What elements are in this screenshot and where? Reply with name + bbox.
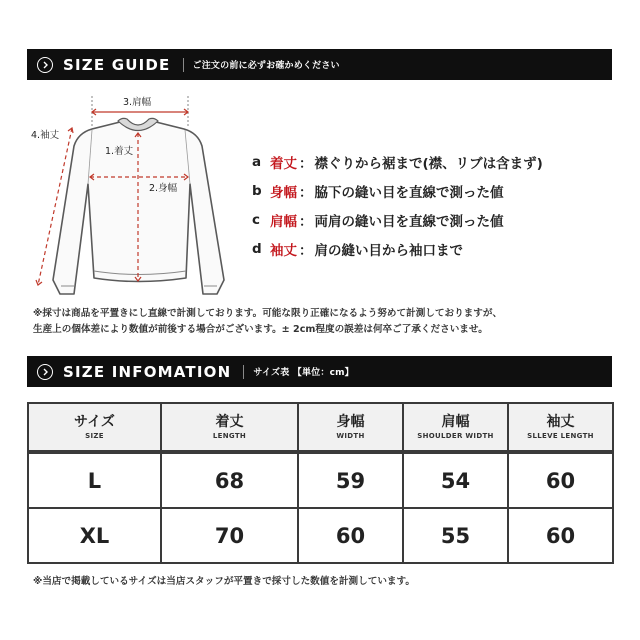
measurement-note-line-2: 生産上の個体差により数値が前後する場合がございます。± 2cm程度の誤差は何卒ご了承くださいませ。 — [33, 324, 488, 335]
size-info-title: SIZE INFOMATION — [63, 362, 232, 381]
table-cell-length: 70 — [161, 508, 298, 563]
size-guide-header — [27, 49, 612, 80]
legend-description: 襟ぐりから裾まで(襟、リブは含まず) — [314, 155, 543, 172]
legend-term: 袖丈 — [270, 242, 297, 259]
column-header-jp: 肩幅 — [441, 413, 470, 430]
legend-letter: a — [252, 153, 262, 170]
table-cell-size: XL — [28, 508, 161, 563]
legend-term: 肩幅 — [270, 213, 297, 230]
column-header-jp: サイズ — [74, 413, 115, 430]
column-header-jp: 袖丈 — [546, 413, 575, 430]
legend-item-shoulder — [252, 205, 543, 234]
length-label: 1.着丈 — [105, 146, 134, 157]
shoulder-label: 3.肩幅 — [123, 97, 152, 108]
legend-description: 両肩の縫い目を直線で測った値 — [314, 213, 504, 230]
table-cell-length: 68 — [161, 452, 298, 508]
legend-term: 着丈 — [270, 155, 297, 172]
legend-colon: ： — [299, 213, 313, 230]
legend-description: 脇下の縫い目を直線で測った値 — [314, 184, 504, 201]
legend-letter: c — [252, 211, 261, 228]
footnote: ※当店で掲載しているサイズは当店スタッフが平置きで採寸した数値を計測しています。 — [33, 576, 415, 587]
measurement-legend — [252, 147, 543, 263]
sleeve-label: 4.袖丈 — [31, 130, 60, 141]
legend-letter: d — [252, 240, 262, 257]
chevron-right-icon — [37, 364, 53, 380]
header-divider — [183, 58, 184, 72]
legend-colon: ： — [299, 242, 313, 259]
table-cell-sleeve-length: 60 — [508, 508, 613, 563]
column-header-jp: 身幅 — [336, 413, 365, 430]
table-cell-size: L — [28, 452, 161, 508]
size-table — [27, 402, 614, 564]
width-label: 2.身幅 — [149, 183, 178, 194]
table-header-row — [28, 403, 613, 452]
shirt-measurement-diagram — [28, 88, 238, 303]
column-header-width — [298, 403, 403, 452]
table-row — [28, 508, 613, 563]
column-header-en: LENGTH — [212, 431, 247, 440]
column-header-shoulder-width — [403, 403, 508, 452]
table-cell-shoulder-width: 54 — [403, 452, 508, 508]
table-cell-width: 60 — [298, 508, 403, 563]
legend-letter: b — [252, 182, 262, 199]
header-divider — [243, 365, 244, 379]
column-header-sleeve-length — [508, 403, 613, 452]
column-header-length — [161, 403, 298, 452]
legend-item-sleeve — [252, 234, 543, 263]
legend-colon: ： — [299, 155, 313, 172]
measurement-note-line-1: ※採寸は商品を平置きにし直線で計測しております。可能な限り正確になるよう努めて計測しておりますが、 — [33, 308, 503, 319]
table-cell-sleeve-length: 60 — [508, 452, 613, 508]
legend-item-width — [252, 176, 543, 205]
table-cell-width: 59 — [298, 452, 403, 508]
column-header-en: SHOULDER WIDTH — [417, 431, 494, 440]
size-guide-note: ご注文の前に必ずお確かめください — [192, 61, 340, 71]
legend-term: 身幅 — [270, 184, 297, 201]
legend-description: 肩の縫い目から袖口まで — [314, 242, 463, 259]
legend-colon: ： — [299, 184, 313, 201]
size-guide-title: SIZE GUIDE — [63, 55, 171, 74]
table-cell-shoulder-width: 55 — [403, 508, 508, 563]
size-info-unit-note: サイズ表 【単位：cm】 — [253, 368, 354, 378]
column-header-en: WIDTH — [336, 431, 365, 440]
chevron-right-icon — [37, 57, 53, 73]
column-header-jp: 着丈 — [215, 413, 244, 430]
column-header-en: SIZE — [85, 431, 104, 440]
legend-item-length — [252, 147, 543, 176]
size-info-header — [27, 356, 612, 387]
table-row — [28, 452, 613, 508]
column-header-en: SLLEVE LENGTH — [527, 431, 594, 440]
column-header-size — [28, 403, 161, 452]
